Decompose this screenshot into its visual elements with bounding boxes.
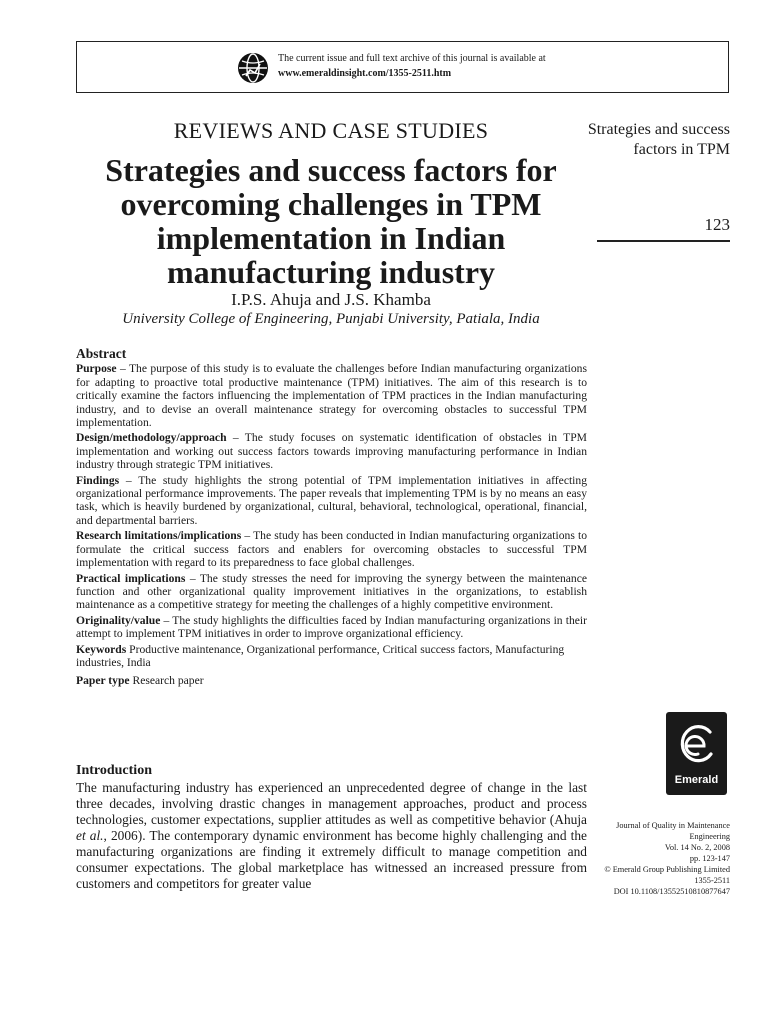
abstract-section-text: – The study focuses on systematic identification of obstacles in TPM implementation and working out success factors towards improving manufacturing performance in Indian industry through strategic TPM initiatives. <box>76 431 587 472</box>
abstract-section-label: Practical implications <box>76 571 186 585</box>
citation-line: Vol. 14 No. 2, 2008 <box>664 843 730 852</box>
abstract-section-label: Design/methodology/approach <box>76 431 227 445</box>
abstract <box>76 347 587 688</box>
abstract-purpose <box>76 362 587 429</box>
page-number: 123 <box>704 215 730 234</box>
introduction-body <box>76 780 587 892</box>
abstract-section-label: Findings <box>76 473 120 487</box>
affiliation: University College of Engineering, Punjabi University, Patiala, India <box>122 311 540 327</box>
abstract-heading: Abstract <box>76 346 127 361</box>
introduction-italic: et al. <box>76 828 104 843</box>
abstract-limitations <box>76 529 587 569</box>
availability-line: The current issue and full text archive of this journal is available at <box>278 53 546 64</box>
abstract-originality <box>76 614 587 641</box>
abstract-design <box>76 431 587 471</box>
keywords-label: Keywords <box>76 642 127 656</box>
availability-text <box>278 51 546 81</box>
abstract-section-text: – The study highlights the difficulties faced by Indian manufacturing organizations in their attempt to implement TPM initiatives in order to improve organizational efficiency. <box>76 613 587 641</box>
citation-line: pp. 123-147 <box>689 854 730 863</box>
abstract-practical <box>76 572 587 612</box>
section-label: REVIEWS AND CASE STUDIES <box>173 118 489 143</box>
abstract-section-text: – The study has been conducted in Indian manufacturing organizations to formulate the critical success factors and enablers for overcoming obstacles to successful TPM implementation with regard to its preparedness to face global challenges. <box>76 529 587 570</box>
paper-title: Strategies and success factors for overcoming challenges in TPM implementation in Indian manufacturing industry <box>105 152 557 290</box>
paper-type-text: Research paper <box>129 674 204 688</box>
emerald-logo <box>666 712 727 795</box>
journal-url-link[interactable]: www.emeraldinsight.com/1355-2511.htm <box>278 68 452 79</box>
paper-type <box>76 674 587 687</box>
globe-icon <box>237 52 269 84</box>
introduction-text-cont: , 2006). The contemporary dynamic environment has become highly challenging and the manufacturing organizations are finding it extremely difficult to manage competition and consumer expectations. The global marketplace has witnessed an increased pressure from customers and competitors for greater value <box>76 828 587 891</box>
citation-line: DOI 10.1108/13552510810877647 <box>613 887 730 896</box>
citation-line: Engineering <box>689 832 730 841</box>
citation-block <box>560 820 730 897</box>
abstract-section-text: – The study highlights the strong potential of TPM implementation initiatives in affecting organizational performance improvements. The paper reveals that implementing TPM is by no means an easy task, which is heavily burdened by organizational, cultural, behavioral, technological, operational, financial, and departmental barriers. <box>76 473 587 527</box>
keywords-text: Productive maintenance, Organizational performance, Critical success factors, Manufacturing industries, India <box>76 642 565 669</box>
abstract-section-text: – The purpose of this study is to evaluate the challenges before Indian manufacturing organizations for adapting to proactive total productive maintenance (TPM) initiatives. The aim of this research is to critically examine the factors influencing the implementation of TPM practices in the Indian manufacturing industry, and to devise an overall maintenance strategy for overcoming obstacles to successful TPM implementation. <box>76 362 587 430</box>
keywords <box>76 643 587 670</box>
citation-line: © Emerald Group Publishing Limited <box>604 865 730 874</box>
abstract-section-label: Purpose <box>76 362 117 376</box>
page-number-rule <box>597 240 730 242</box>
citation-line: Journal of Quality in Maintenance <box>616 821 730 830</box>
introduction-text: The manufacturing industry has experienced an unprecedented degree of change in the last three decades, involving drastic changes in management approaches, product and process technologies, customer expectations, supplier attitudes as well as competitive behavior (Ahuja <box>76 780 587 827</box>
introduction-heading: Introduction <box>76 763 152 778</box>
authors: I.P.S. Ahuja and J.S. Khamba <box>231 290 431 309</box>
running-head: Strategies and success factors in TPM <box>587 121 730 158</box>
journal-availability-box <box>76 41 729 93</box>
abstract-section-text: – The study stresses the need for improving the synergy between the maintenance function and other organizational quality improvement initiatives in the organizations, to establish maintenance as a competitive strategy for meeting the challenges of a highly competitive environment. <box>76 571 587 612</box>
paper-type-label: Paper type <box>76 674 130 688</box>
citation-line: 1355-2511 <box>694 876 730 885</box>
abstract-section-label: Research limitations/implications <box>76 529 242 543</box>
abstract-section-label: Originality/value <box>76 613 161 627</box>
emerald-logo-icon <box>674 720 719 768</box>
emerald-logo-text: Emerald <box>674 774 719 786</box>
abstract-findings <box>76 474 587 528</box>
